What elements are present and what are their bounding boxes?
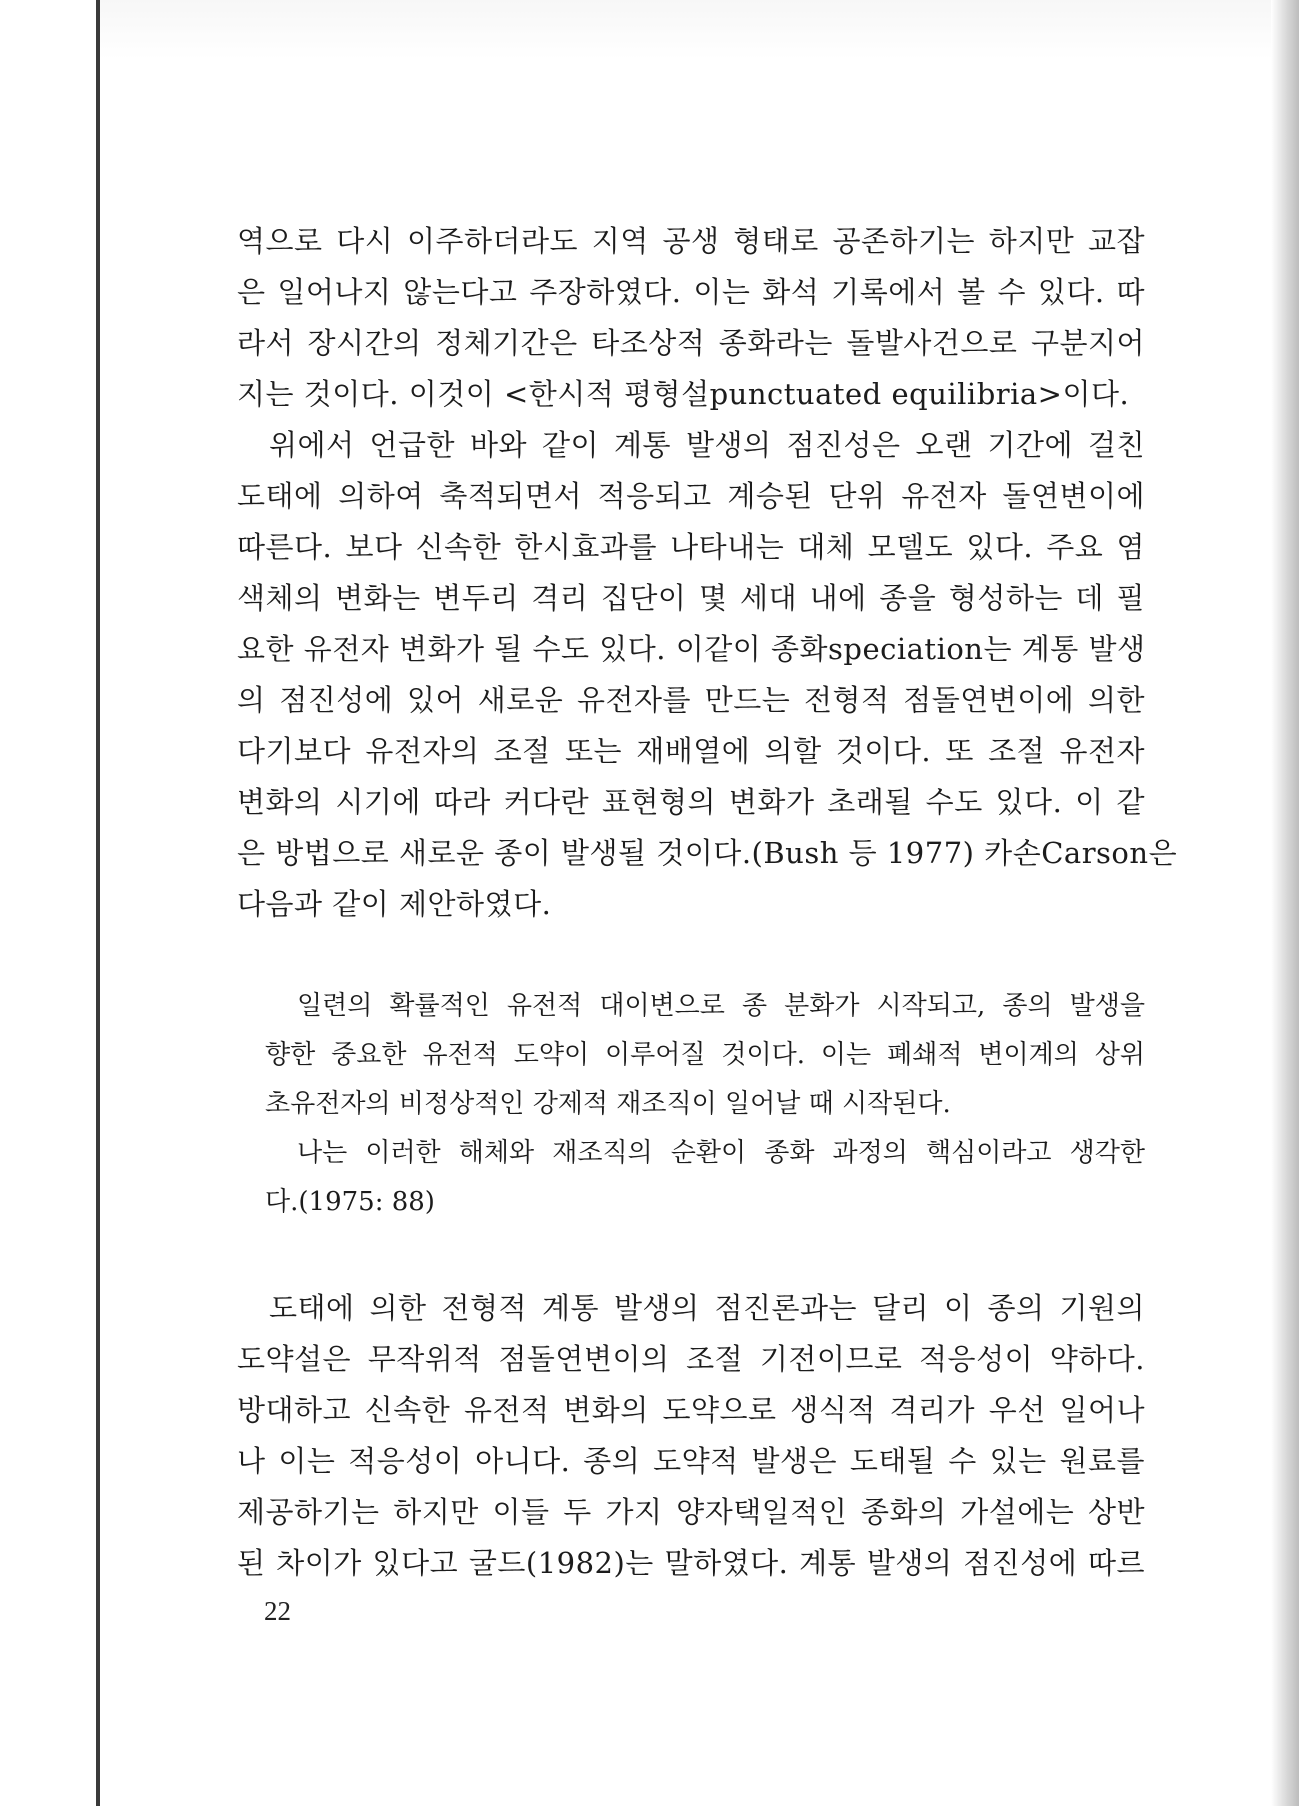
text-line: 제공하기는 하지만 이들 두 가지 양자택일적인 종화의 가설에는 상반 <box>237 1495 1145 1529</box>
block-quote <box>237 982 1145 1227</box>
page-right-shadow <box>1271 0 1299 1806</box>
quote-line: 나는 이러한 해체와 재조직의 순환이 종화 과정의 핵심이라고 생각한 <box>297 1138 1145 1168</box>
text-line: 의 점진성에 있어 새로운 유전자를 만드는 전형적 점돌연변이에 의한 <box>237 683 1145 717</box>
quote-line: 향한 중요한 유전적 도약이 이루어질 것이다. 이는 폐쇄적 변이계의 상위 <box>265 1040 1145 1070</box>
text-line: 따른다. 보다 신속한 한시효과를 나타내는 대체 모델도 있다. 주요 염 <box>237 530 1145 564</box>
quote-line: 다.(1975: 88) <box>265 1187 435 1217</box>
text-line: 색체의 변화는 변두리 격리 집단이 몇 세대 내에 종을 형성하는 데 필 <box>237 581 1145 615</box>
page-binding-edge <box>96 0 100 1806</box>
page-number: 22 <box>264 1596 291 1626</box>
text-line: 지는 것이다. 이것이 <한시적 평형설punctuated equilibria>이다. <box>237 377 1130 411</box>
text-line: 변화의 시기에 따라 커다란 표현형의 변화가 초래될 수도 있다. 이 같 <box>237 785 1145 819</box>
text-line: 다기보다 유전자의 조절 또는 재배열에 의할 것이다. 또 조절 유전자 <box>237 734 1145 768</box>
paragraph-2 <box>237 420 1178 930</box>
text-line: 라서 장시간의 정체기간은 타조상적 종화라는 돌발사건으로 구분지어 <box>237 326 1145 360</box>
text-line: 도태에 의하여 축적되면서 적응되고 계승된 단위 유전자 돌연변이에 <box>237 479 1145 513</box>
text-line: 된 차이가 있다고 굴드(1982)는 말하였다. 계통 발생의 점진성에 따르 <box>237 1546 1145 1580</box>
text-line: 위에서 언급한 바와 같이 계통 발생의 점진성은 오랜 기간에 걸친 <box>269 428 1145 462</box>
page-body <box>237 216 1178 1589</box>
text-line: 요한 유전자 변화가 될 수도 있다. 이같이 종화speciation는 계통 발생 <box>237 632 1146 666</box>
text-line: 도태에 의한 전형적 계통 발생의 점진론과는 달리 이 종의 기원의 <box>269 1291 1145 1325</box>
text-line: 은 일어나지 않는다고 주장하였다. 이는 화석 기록에서 볼 수 있다. 따 <box>237 275 1145 309</box>
quote-line: 초유전자의 비정상적인 강제적 재조직이 일어날 때 시작된다. <box>265 1089 951 1119</box>
paragraph-1 <box>237 216 1145 420</box>
text-line: 역으로 다시 이주하더라도 지역 공생 형태로 공존하기는 하지만 교잡 <box>237 224 1145 258</box>
text-line: 나 이는 적응성이 아니다. 종의 도약적 발생은 도태될 수 있는 원료를 <box>237 1444 1145 1478</box>
text-line: 방대하고 신속한 유전적 변화의 도약으로 생식적 격리가 우선 일어나 <box>237 1393 1145 1427</box>
text-line: 도약설은 무작위적 점돌연변이의 조절 기전이므로 적응성이 약하다. <box>237 1342 1145 1376</box>
text-line: 은 방법으로 새로운 종이 발생될 것이다.(Bush 등 1977) 카손Carson은 <box>237 836 1178 870</box>
text-line: 다음과 같이 제안하였다. <box>237 887 552 921</box>
quote-line: 일련의 확률적인 유전적 대이변으로 종 분화가 시작되고, 종의 발생을 <box>297 991 1145 1021</box>
page-top-shade <box>100 0 1271 60</box>
paragraph-3 <box>237 1283 1145 1589</box>
